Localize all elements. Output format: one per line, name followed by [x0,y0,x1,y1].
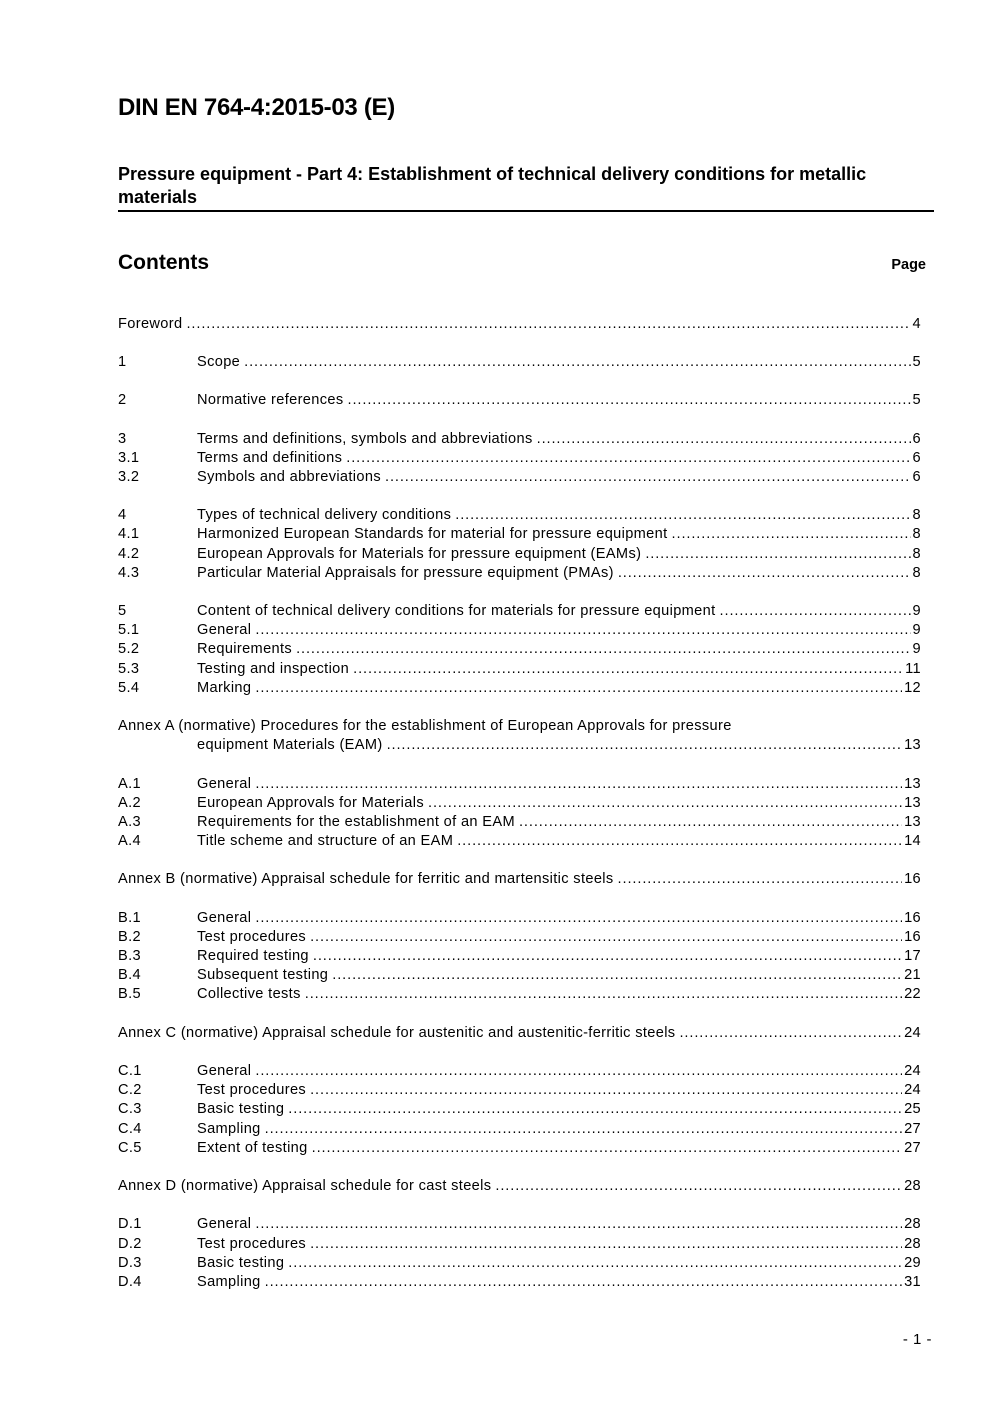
toc-entry-title: Sampling [197,1121,261,1137]
toc-entry-4-2[interactable] [118,545,921,564]
toc-entry-number: 5.3 [118,661,140,677]
toc-entry-page: 27 [904,1121,921,1137]
toc-entry-number: B.1 [118,910,141,926]
toc-entry-number: A.3 [118,814,141,830]
toc-entry-a-1[interactable] [118,775,921,794]
toc-entry-title: Title scheme and structure of an EAM [197,833,454,849]
toc-entry-annex-d[interactable] [118,1177,921,1196]
toc-entry-number: 4.3 [118,565,140,581]
toc-entry-2[interactable] [118,391,921,410]
dot-leader [495,1177,902,1196]
dot-leader [457,832,902,851]
toc-entry-number: 5 [118,603,127,619]
toc-entry-number: C.2 [118,1082,142,1098]
toc-entry-d-4[interactable] [118,1273,921,1292]
toc-entry-title: Requirements [197,641,293,657]
toc-entry-title: Harmonized European Standards for material for pressure equipment [197,526,668,542]
toc-entry-page: 8 [912,565,921,581]
toc-entry-title: Annex D (normative) Appraisal schedule for cast steels [118,1178,492,1194]
dot-leader [348,391,911,410]
toc-entry-b-1[interactable] [118,909,921,928]
dot-leader [720,602,911,621]
toc-entry-page: 13 [904,814,921,830]
toc-entry-page: 16 [904,871,921,887]
toc-entry-page: 31 [904,1274,921,1290]
title-rule [118,210,934,212]
toc-entry-a-4[interactable] [118,832,921,851]
toc-entry-title: Normative references [197,392,344,408]
toc-entry-5-4[interactable] [118,679,921,698]
toc-entry-page: 8 [912,546,921,562]
dot-leader [618,564,911,583]
toc-entry-page: 13 [904,737,921,753]
toc-entry-page: 16 [904,929,921,945]
toc-entry-d-3[interactable] [118,1254,921,1273]
toc-entry-c-3[interactable] [118,1100,921,1119]
toc-entry-b-3[interactable] [118,947,921,966]
toc-entry-number: D.3 [118,1255,142,1271]
toc-entry-number: C.5 [118,1140,142,1156]
dot-leader [288,1100,902,1119]
toc-entry-d-1[interactable] [118,1215,921,1234]
toc-entry-title: Sampling [197,1274,261,1290]
toc-entry-number: C.3 [118,1101,142,1117]
toc-entry-page: 28 [904,1178,921,1194]
toc-entry-c-1[interactable] [118,1062,921,1081]
dot-leader [428,794,902,813]
toc-entry-number: 4 [118,507,127,523]
toc-entry-number: 5.2 [118,641,140,657]
toc-entry-page: 24 [904,1063,921,1079]
toc-entry-number: 2 [118,392,127,408]
toc-entry-title: Terms and definitions [197,450,343,466]
dot-leader [313,947,902,966]
toc-entry-page: 5 [912,354,921,370]
toc-entry-title: Collective tests [197,986,301,1002]
toc-entry-annex-c[interactable] [118,1024,921,1043]
toc-entry-number: 3.1 [118,450,140,466]
footer-page-number: - 1 - [902,1331,932,1348]
dot-leader [265,1273,902,1292]
document-title: Pressure equipment - Part 4: Establishment of technical delivery conditions for metallic materials [118,164,867,207]
toc-entry-page: 16 [904,910,921,926]
dot-leader [618,870,903,889]
toc-entry-5-2[interactable] [118,640,921,659]
toc-entry-title: European Approvals for Materials for pressure equipment (EAMs) [197,546,642,562]
toc-entry-3-1[interactable] [118,449,921,468]
toc-entry-a-3[interactable] [118,813,921,832]
toc-entry-title: Symbols and abbreviations [197,469,381,485]
toc-entry-page: 4 [912,316,921,332]
dot-leader [265,1120,902,1139]
toc-entry-page: 12 [904,680,921,696]
contents-heading: Contents [118,251,209,274]
toc-entry-number: C.4 [118,1121,142,1137]
toc-entry-annex-b[interactable] [118,870,921,889]
toc-entry-d-2[interactable] [118,1235,921,1254]
toc-entry-page: 17 [904,948,921,964]
toc-entry-title: Annex C (normative) Appraisal schedule for austenitic and austenitic-ferritic steels [118,1025,676,1041]
toc-entry-page: 9 [912,622,921,638]
toc-entry-title: Requirements for the establishment of an EAM [197,814,515,830]
toc-entry-page: 13 [904,776,921,792]
toc-entry-4[interactable] [118,506,921,525]
dot-leader [255,1215,902,1234]
toc-entry-number: B.3 [118,948,141,964]
dot-leader [255,1062,902,1081]
toc-entry-title: Required testing [197,948,309,964]
dot-leader [679,1024,902,1043]
toc-entry-title: Annex B (normative) Appraisal schedule for ferritic and martensitic steels [118,871,614,887]
toc-entry-number: B.2 [118,929,141,945]
toc-entry-number: D.2 [118,1236,142,1252]
toc-entry-title: Testing and inspection [197,661,350,677]
toc-entry-title: Foreword [118,316,183,332]
toc-entry-number: C.1 [118,1063,142,1079]
toc-entry-5[interactable] [118,602,921,621]
toc-entry-title: Basic testing [197,1255,285,1271]
toc-entry-page: 6 [912,450,921,466]
toc-entry-5-3[interactable] [118,660,921,679]
toc-entry-number: 5.1 [118,622,140,638]
toc-entry-b-2[interactable] [118,928,921,947]
dot-leader [353,660,903,679]
toc-entry-number: A.2 [118,795,141,811]
toc-entry-title: General [197,776,252,792]
dot-leader [288,1254,902,1273]
toc-entry-page: 29 [904,1255,921,1271]
toc-entry-title: Types of technical delivery conditions [197,507,452,523]
toc-entry-title: Scope [197,354,241,370]
dot-leader [346,449,910,468]
toc-entry-title: equipment Materials (EAM) [197,737,383,753]
toc-entry-page: 27 [904,1140,921,1156]
dot-leader [310,928,902,947]
dot-leader [645,545,910,564]
toc-entry-number: 3.2 [118,469,140,485]
toc-entry-page: 25 [904,1101,921,1117]
toc-entry-number: 4.1 [118,526,140,542]
dot-leader [310,1235,902,1254]
toc-entry-1[interactable] [118,353,921,372]
toc-entry-c-2[interactable] [118,1081,921,1100]
toc-entry-page: 24 [904,1025,921,1041]
toc-entry-number: D.1 [118,1216,142,1232]
dot-leader [537,430,911,449]
toc-entry-page: 6 [912,469,921,485]
dot-leader [332,966,902,985]
toc-entry-title: General [197,1216,252,1232]
page-column-label: Page [891,257,926,273]
toc-entry-number: 4.2 [118,546,140,562]
toc-entry-title: Test procedures [197,929,307,945]
toc-entry-title: Content of technical delivery conditions for materials for pressure equipment [197,603,716,619]
toc-entry-title: Test procedures [197,1236,307,1252]
toc-entry-page: 8 [912,526,921,542]
toc-entry-title: General [197,910,252,926]
toc-entry-c-5[interactable] [118,1139,921,1158]
toc-entry-number: 3 [118,431,127,447]
dot-leader [519,813,902,832]
toc-entry-number: A.4 [118,833,141,849]
toc-entry-b-5[interactable] [118,985,921,1004]
toc-entry-4-3[interactable] [118,564,921,583]
toc-entry-number: B.4 [118,967,141,983]
dot-leader [455,506,910,525]
toc-entry-title: General [197,1063,252,1079]
toc-entry-title: General [197,622,252,638]
toc-entry-number: B.5 [118,986,141,1002]
toc-entry-page: 8 [912,507,921,523]
toc-entry-number: 5.4 [118,680,140,696]
dot-leader [312,1139,902,1158]
toc-entry-title-line1: Annex A (normative) Procedures for the establishment of European Approvals for pressure [118,718,732,734]
toc-entry-title: Extent of testing [197,1140,308,1156]
toc-entry-title: European Approvals for Materials [197,795,424,811]
toc-entry-page: 9 [912,641,921,657]
toc-entry-number: D.4 [118,1274,142,1290]
toc-entry-5-1[interactable] [118,621,921,640]
dot-leader [385,468,911,487]
toc-entry-page: 9 [912,603,921,619]
toc-entry-page: 11 [905,661,921,677]
toc-entry-page: 28 [904,1216,921,1232]
toc-entry-page: 24 [904,1082,921,1098]
dot-leader [186,315,910,334]
toc-entry-number: 1 [118,354,127,370]
dot-leader [255,909,902,928]
dot-leader [244,353,910,372]
toc-entry-page: 14 [904,833,921,849]
toc-entry-3-2[interactable] [118,468,921,487]
document-id: DIN EN 764-4:2015-03 (E) [118,94,395,121]
toc-entry-page: 13 [904,795,921,811]
dot-leader [387,736,903,755]
toc-entry-title: Basic testing [197,1101,285,1117]
toc-entry-b-4[interactable] [118,966,921,985]
toc-entry-number: A.1 [118,776,141,792]
dot-leader [310,1081,902,1100]
toc-entry-4-1[interactable] [118,525,921,544]
toc-entry-title: Particular Material Appraisals for pressure equipment (PMAs) [197,565,614,581]
dot-leader [255,679,902,698]
toc-entry-3[interactable] [118,430,921,449]
toc-entry-page: 5 [912,392,921,408]
toc-entry-a-2[interactable] [118,794,921,813]
dot-leader [296,640,910,659]
toc-entry-annex-a[interactable] [118,717,921,755]
toc-entry-title: Subsequent testing [197,967,329,983]
toc-entry-title: Test procedures [197,1082,307,1098]
toc-entry-title: Marking [197,680,252,696]
toc-entry-page: 28 [904,1236,921,1252]
toc-entry-c-4[interactable] [118,1120,921,1139]
dot-leader [255,775,902,794]
toc-entry-page: 6 [912,431,921,447]
toc-entry-page: 21 [904,967,921,983]
toc-entry-page: 22 [904,986,921,1002]
dot-leader [255,621,910,640]
toc-entry-foreword[interactable] [118,315,921,334]
dot-leader [672,525,911,544]
dot-leader [305,985,902,1004]
toc-entry-title: Terms and definitions, symbols and abbreviations [197,431,533,447]
